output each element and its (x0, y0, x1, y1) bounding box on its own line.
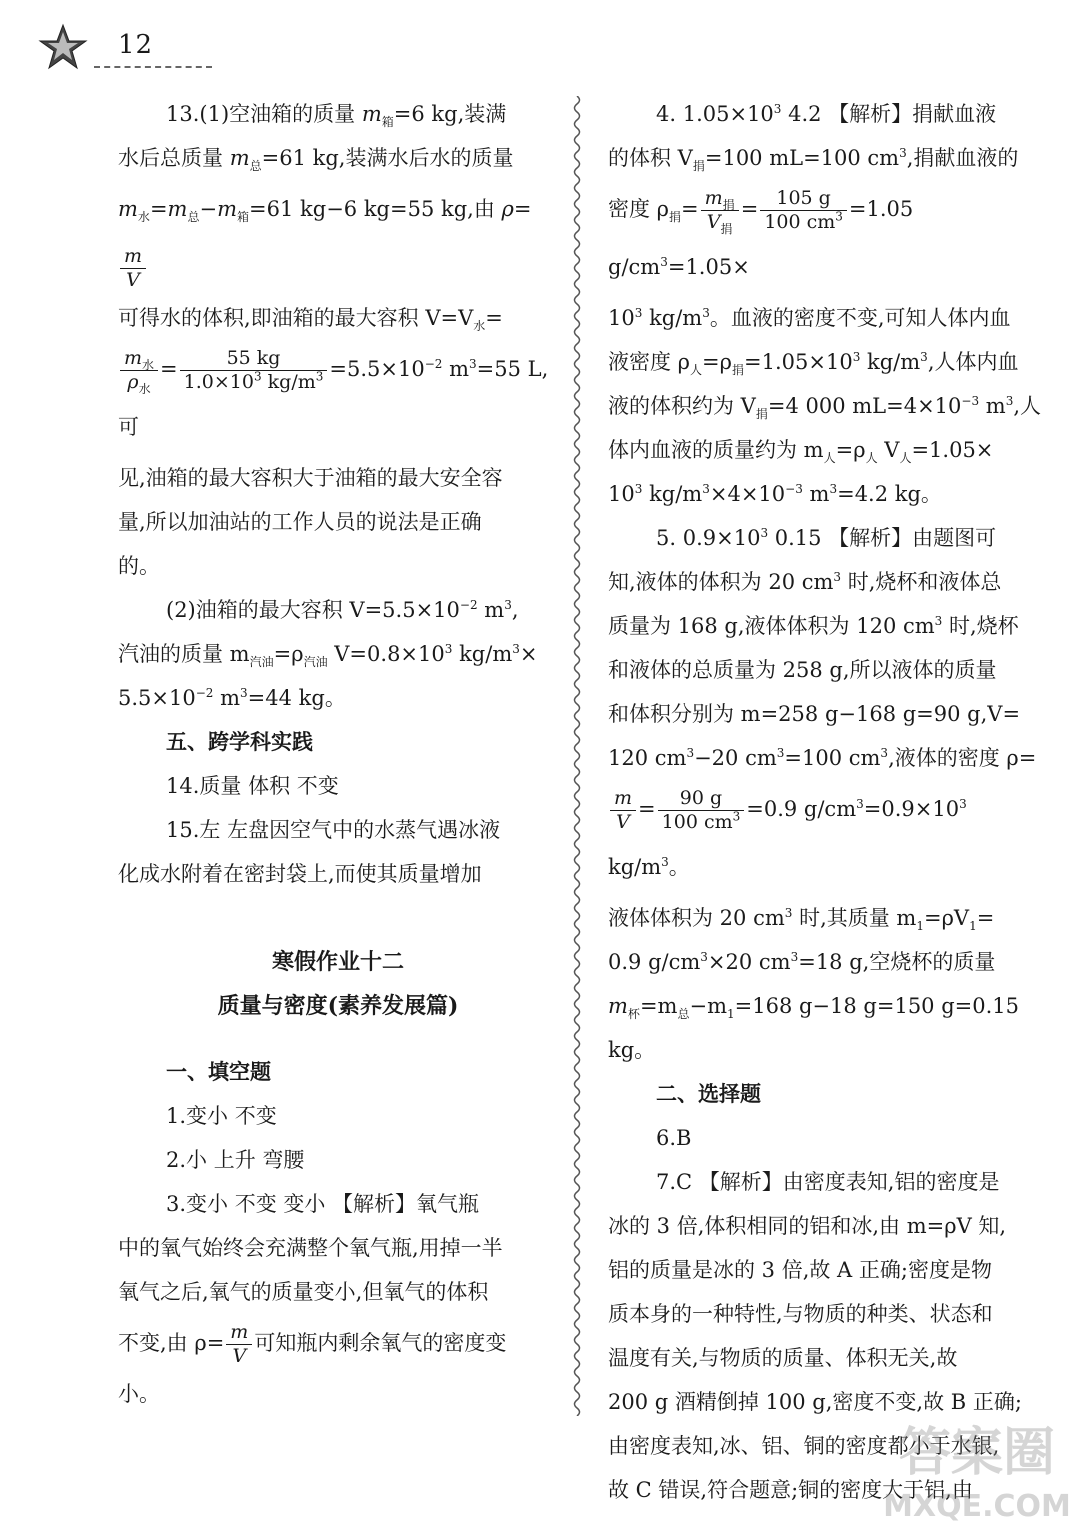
q13-line5: $\frac{m_水}{\rho_水}$ = $\frac{55 kg}{1.0\times 10^3 kg/m^3}$ $=5.5\times 10^{-2}$ $m^3=55$ L,可 (118, 347, 549, 439)
q7-line5: 温度有关,与物质的质量、体积无关,故 (608, 1346, 958, 1370)
q5-line9: 0.9 $g/cm^3\times 20$ $cm^3=18$ g,空烧杯的质量 (608, 950, 996, 974)
q13-line6: 见,油箱的最大容积大于油箱的最大安全容 (118, 466, 503, 490)
page-header (38, 22, 178, 74)
q13-part2-line2: 汽油的质量 $m_{汽油}=\rho_{汽油}$ $V=0.8\times 10^3$ $kg/m^3\times$ (118, 642, 538, 670)
q4-line3: 密度 $\rho_捐=$ $\frac{m_捐}{V_捐}$ = $\frac{105 g}{100 cm^3}$ =1.05 $g/cm^3=1.05\times$ (608, 187, 914, 279)
q4-line6: 液的体积约为 $V_捐=4$ 000 $mL=4\times 10^{-3}$ $m^3$,人 (608, 394, 1042, 422)
q13-line3: $m_水=m_总-m_箱=61$ kg−6 kg=55 kg,由 ρ= $\frac{m}{V}$ (118, 197, 532, 291)
q13-line4: 可得水的体积,即油箱的最大容积 $V=V_水=$ (118, 306, 503, 334)
q13-line8: 的。 (118, 554, 160, 578)
q7-line2: 冰的 3 倍,体积相同的铝和冰,由 m=ρV 知, (608, 1214, 1007, 1238)
q7-line3: 铝的质量是冰的 3 倍,故 A 正确;密度是物 (608, 1258, 992, 1282)
section-1-heading: 一、填空题 (166, 1059, 271, 1084)
watermark-logo (877, 1408, 1077, 1528)
q13-part2-line3: $5.5\times 10^{-2}$ $m^3=44$ kg。 (118, 686, 346, 710)
q14: 14.质量 体积 不变 (166, 774, 339, 798)
section-5-heading: 五、跨学科实践 (166, 729, 313, 754)
watermark-url: MXQE.COM (883, 1489, 1071, 1524)
q2: 2.小 上升 弯腰 (166, 1148, 305, 1172)
page-number: 12 (118, 30, 154, 60)
q7-line4: 质本身的一种特性,与物质的种类、状态和 (608, 1302, 993, 1326)
right-column (608, 92, 1048, 1512)
q4-line8: $10^3$ $kg/m^3\times 4\times 10^{-3}$ $m^3=4.2$ kg。 (608, 482, 942, 506)
q5-line3: 质量为 168 g,液体体积为 120 $cm^3$ 时,烧杯 (608, 614, 1019, 638)
q4-line2: 的体积 $V_捐=100$ mL=100 $cm^3$,捐献血液的 (608, 146, 1019, 174)
q1: 1.变小 不变 (166, 1104, 277, 1128)
q7-line8: 故 C 错误,符合题意;铜的密度大于铝,由 (608, 1478, 973, 1502)
q13-part2-line1: (2)油箱的最大容积 $V=5.5\times 10^{-2}$ $m^3$, (166, 598, 519, 622)
q15-line2: 化成水附着在密封袋上,而使其质量增加 (118, 862, 482, 886)
q5-line7: $\frac{m}{V}$ = $\frac{90 g}{100 cm^3}$ =0.9 $g/cm^3=0.9\times 10^3$ $kg/m^3$。 (608, 787, 967, 879)
section-2-heading: 二、选择题 (656, 1081, 761, 1106)
q5-line6: 120 $cm^3-20$ $cm^3=100$ $cm^3$,液体的密度 ρ= (608, 746, 1037, 770)
left-column (118, 92, 558, 1416)
q3-line3: 氧气之后,氧气的质量变小,但氧气的体积 (118, 1280, 489, 1304)
q13-line7: 量,所以加油站的工作人员的说法是正确 (118, 510, 482, 534)
q4-line4: $10^3$ $kg/m^3$。血液的密度不变,可知人体内血 (608, 306, 1011, 330)
header-rule (94, 66, 212, 68)
homework-subtitle: 质量与密度(素养发展篇) (217, 993, 459, 1019)
q13-line2: 水后总质量 $m_总=61$ kg,装满水后水的质量 (118, 146, 514, 174)
q4-line7: 体内血液的质量约为 $m_人=\rho_人$ $V_人=1.05\times$ (608, 438, 994, 466)
q13-line1: 13.(1)空油箱的质量 $m_箱=6$ kg,装满 (166, 102, 507, 130)
q5-line1: 5. $0.9\times 10^3$ 0.15 【解析】由题图可 (656, 526, 997, 550)
watermark-text: 答案圈 (898, 1423, 1056, 1483)
q5-line10: $m_杯=m_总-m_1=168$ g−18 g=150 g=0.15 kg。 (608, 994, 1020, 1062)
q4-line1: 4. $1.05\times 10^3$ 4.2 【解析】捐献血液 (656, 102, 997, 126)
q5-line4: 和液体的总质量为 258 g,所以液体的质量 (608, 658, 997, 682)
q15-line1: 15.左 左盘因空气中的水蒸气遇冰液 (166, 818, 501, 842)
q3-line1: 3.变小 不变 变小 【解析】氧气瓶 (166, 1192, 480, 1216)
homework-title: 寒假作业十二 (271, 949, 404, 975)
q7-line6: 200 g 酒精倒掉 100 g,密度不变,故 B 正确; (608, 1390, 1022, 1414)
q3-line4: 不变,由 ρ= $\frac{m}{V}$ 可知瓶内剩余氧气的密度变 (118, 1321, 507, 1367)
q3-line2: 中的氧气始终会充满整个氧气瓶,用掉一半 (118, 1236, 503, 1260)
q5-line5: 和体积分别为 m=258 g−168 g=90 g,V= (608, 702, 1021, 726)
star-icon (38, 22, 88, 72)
q4-line5: 液密度 $\rho_人=\rho_捐=1.05\times 10^3$ $kg/m^3$,人体内血 (608, 350, 1019, 378)
column-divider (570, 96, 584, 1416)
q6: 6.B (656, 1126, 692, 1150)
q3-line5: 小。 (118, 1382, 160, 1406)
q7-line7: 由密度表知,冰、铝、铜的密度都小于水银, (608, 1434, 1000, 1458)
q5-line8: 液体体积为 20 $cm^3$ 时,其质量 $m_1=\rho V_1=$ (608, 906, 995, 934)
q5-line2: 知,液体的体积为 20 $cm^3$ 时,烧杯和液体总 (608, 570, 1002, 594)
q7-line1: 7.C 【解析】由密度表知,铝的密度是 (656, 1170, 1000, 1194)
